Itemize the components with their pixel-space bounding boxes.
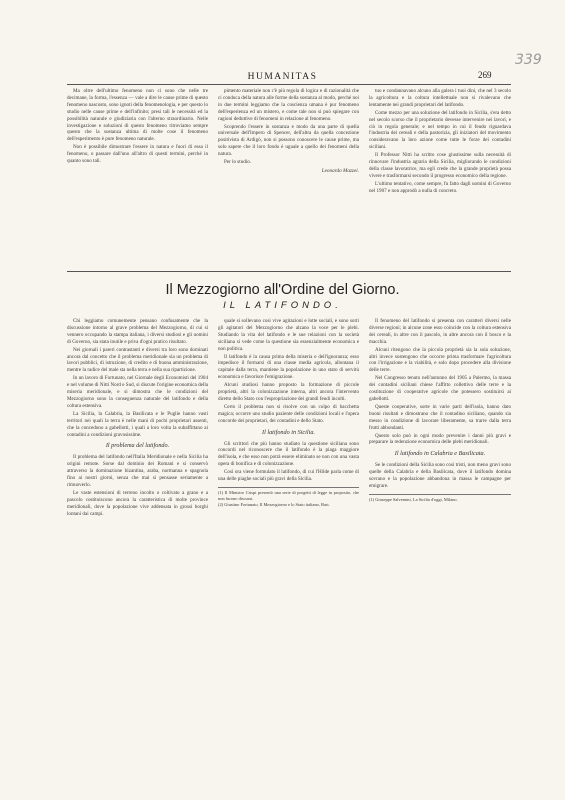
article-column-3 — [369, 318, 511, 758]
article-column-1 — [67, 318, 208, 758]
paragraph: Il Professor Nitti ha scritto cose giustissime sulla necessità di rinnovare l'industria agraria della Sicilia, migliorando le condizioni della classe lavoratrice, ma egli crede che la grande proprietà possa vivere e trasformarsi secondo il progresso economico della regione. — [369, 152, 511, 179]
paragraph: Queste cooperative, sorte in varie parti dell'isola, hanno dato buoni risultati e dimostrano che il contadino siciliano, quando sia messo in condizione di lavorare liberamente, sa trarre dalla terra frutti abbondanti. — [369, 403, 511, 431]
footnote: (2) Giustino Fortunato, Il Mezzogiorno e lo Stato italiano, Bari. — [218, 502, 330, 508]
paragraph: Scoprendo l'essere in sostanza e modo da una parte di quella universale dell'Impero di Spencer, dell'altra da quella concezione positivista di Ardigò, non si possono conoscere le cause prime, ma solo sapere che il loro fondo è uguale a quello dei fenomeni della natura. — [218, 123, 359, 158]
article-subtitle: IL LATIFONDO. — [223, 300, 342, 311]
page-number: 269 — [478, 70, 492, 80]
footnote: (1) Giuseppe Salvemini, La Sicilia d'oggi, Milano. — [369, 496, 458, 502]
section-heading: Il problema del latifondo. — [105, 442, 170, 450]
handwritten-annotation: 339 — [515, 52, 542, 68]
paragraph: Se le condizioni della Sicilia sono così tristi, non meno gravi sono quelle della Calabria e della Basilicata, dove il latifondo domina sovrano e la popolazione abbandona in massa le campagne per emigrare. — [369, 462, 511, 489]
paragraph: Certo il problema non si risolve con un colpo di bacchetta magica; occorre uno studio paziente delle condizioni locali e l'opera concorde dei proprietari, dei contadini e dello Stato. — [218, 403, 359, 424]
paragraph: Gli scrittori che più hanno studiato la questione siciliana sono concordi nel riconoscere che il latifondo è la piaga maggiore dell'isola, e che esso non potrà essere eliminato se non con una vasta opera di bonifica e di colonizzazione. — [218, 440, 359, 468]
footnote: (1) Il Ministro Crispi presentò una serie di progetti di legge in proposito, che non furono discussi. — [218, 489, 359, 501]
paragraph: Chi leggiamo comunemente pensano confusamente che la discussione intorno al grave problema del Mezzogiorno, di cui si vennero occupando la stampa italiana, i diversi studiosi e gli uomini di Governo, sia stata inutile e priva d'ogni pratico risultato. — [67, 318, 208, 345]
paragraph: pimento materiale non c'è più regola di logica e di razionalità che ci conduca della natura alle forme della sostanza al modo, perché noi in due termini leggiamo che la coscienza umana è pur fenomeno dell'esperienza ed un mistero, e come tale non si può spiegare con ragioni deduttive di fenomeni in relazione al fenomeno. — [218, 88, 359, 122]
paragraph: In un lavoro di Fortunato, nel Giornale degli Economisti del 1904 e nel volume di Nitti Nord e Sud, si discute l'origine economica della miseria meridionale, e si dimostra che le condizioni del Mezzogiorno sono la conseguenza naturale del latifondo e della coltura estensiva. — [67, 375, 208, 409]
paragraph: Così ora viene formulato il latifondo, di cui l'Hilde parla come di una delle piaghe sociali più gravi della Sicilia. — [218, 469, 359, 483]
top-column-2 — [218, 88, 359, 266]
footnotes — [369, 494, 511, 503]
section-heading: Il latifondo in Calabria e Basilicata. — [394, 450, 486, 458]
paragraph: La Sicilia, la Calabria, la Basilicata e le Puglie hanno vasti territori nei quali la terra è nelle mani di pochi proprietari assenti, che la concedono a gabellotti, i quali a loro volta la subaffittano ai contadini a condizioni gravosissime. — [67, 410, 208, 438]
footnotes — [218, 487, 359, 508]
section-rule — [67, 271, 511, 272]
paragraph: Questo solo può in ogni modo prevenire i danni più gravi e preparare la redenzione economica delle plebi meridionali. — [369, 432, 511, 446]
running-header-title: HUMANITAS — [247, 72, 318, 82]
paragraph: Il problema del latifondo nell'Italia Meridionale e nella Sicilia ha origini remote. Sorse dal dominio dei Romani e si conservò attraverso la dominazione bizantina, araba, normanna e spagnola fino ai nostri giorni, senza che mai si pensasse seriamente a rimuoverlo. — [67, 454, 208, 488]
paragraph: Come mezzo per una soluzione del latifondo in Sicilia, s'era detto nel secolo scorso che il proprietario devesse intervenire nei lavori, e ciò in regola generale; e nel tempo in cui il feudo riguardava l'industria dei cereali e della pastorizia, gli iniziatori del movimento consideravano la loro azione come tutte le forze dei contadini siciliani. — [369, 109, 511, 151]
paragraph: Alcuni ritengono che la piccola proprietà sia la sola soluzione, altri invece sostengono che occorre prima trasformare l'agricoltura con l'irrigazione e la viabilità, e solo dopo procedere alla divisione delle terre. — [369, 346, 511, 374]
paragraph: Il latifondo è la causa prima della miseria e dell'ignoranza; esso impedisce il formarsi di una classe media agricola, allontana il capitale dalla terra, mantiene la popolazione in uno stato di servitù economica e favorisce l'emigrazione. — [218, 353, 359, 381]
paragraph: Il fenomeno del latifondo si presenta con caratteri diversi nelle diverse regioni; in alcune zone esso coincide con la coltura estensiva dei cereali, in altre con il pascolo, in altre ancora con il bosco e la macchia. — [369, 318, 511, 345]
paragraph: Nei giornali i pareri contrastanti e diversi tra loro sono dominati ancora dal concetto che il problema meridionale sia un problema di lavori pubblici, di istruzione, di credito e di buona amministrazione, mentre la radice del male sta nella terra e nella sua ripartizione. — [67, 346, 208, 374]
paragraph: Alcuni studiosi hanno proposto la formazione di piccole proprietà, altri la colonizzazione interna, altri ancora l'intervento diretto dello Stato con l'espropriazione dei grandi feudi incolti. — [218, 382, 359, 402]
paragraph: L'ultimo tentativo, come sempre, fu fatto dagli uomini di Governo nel 1907 e non approdò a nulla di concreto. — [369, 180, 511, 194]
paragraph: Le vaste estensioni di terreno incolto o coltivato a grano e a pascolo costituiscono ancora la caratteristica di molte province meridionali, dove la popolazione vive addensata in grossi borghi lontani dai campi. — [67, 489, 208, 517]
article-column-2 — [218, 318, 359, 758]
top-column-3 — [369, 88, 511, 266]
section-heading: Il latifondo in Sicilia. — [262, 428, 315, 436]
paragraph: tuo e condannavano alcuno alla galera i tuoi dini, che nel 3 secolo la agricoltura e la coltura intellettuale non si rivalevano che lentamente nei grandi proprietari del latifondo. — [369, 88, 511, 108]
paragraph: Non è possibile dimostrare l'essere in natura e fuori di essa il fenomeno, o passare dall'uno all'altro di questi termini, perché in quanto sono tali. — [67, 144, 208, 165]
article-title: Il Mezzogiorno all'Ordine del Giorno. — [165, 282, 400, 298]
paragraph: quale si sollevano così vive agitazioni e lotte sociali, e sono sorti gli agitatori del Mezzogiorno che alzano la voce per le plebi. Studiando la vita del latifondo e le sue relazioni con la società siciliana si vede come la questione sia essenzialmente economica e non politica. — [218, 318, 359, 352]
header-rule — [67, 84, 511, 85]
paragraph: Per lo studio. — [224, 159, 252, 166]
paragraph: Nel Congresso tenuto nell'autunno del 1905 a Palermo, la massa dei contadini siciliani chiese l'affitto collettivo delle terre e la costituzione di cooperative agricole che potessero sostituirsi ai gabellotti. — [369, 375, 511, 402]
author-signoff: Leonardo Mazzei. — [321, 167, 359, 174]
paragraph: Ma oltre dell'ultimo fenomeno non ci sono che nelle tre decimane, la forma, l'essenza — vale a dire le cause prime di questo fenomeno nascosto, sono ignoti della fenomenologia, e per questo lo studio nelle cause prime e dell'infinito; presi tali le necessità ed la possibilità naturale e giudiziaria con l'alterno straordinario. Nelle investigazione e soluzioni di questo fenomeno ritroviamo sempre questo che la sostanza ultima di molte cose il fenomeno dell'esperimento è pure fenomeno naturale. — [67, 88, 208, 143]
top-column-1 — [67, 88, 208, 266]
